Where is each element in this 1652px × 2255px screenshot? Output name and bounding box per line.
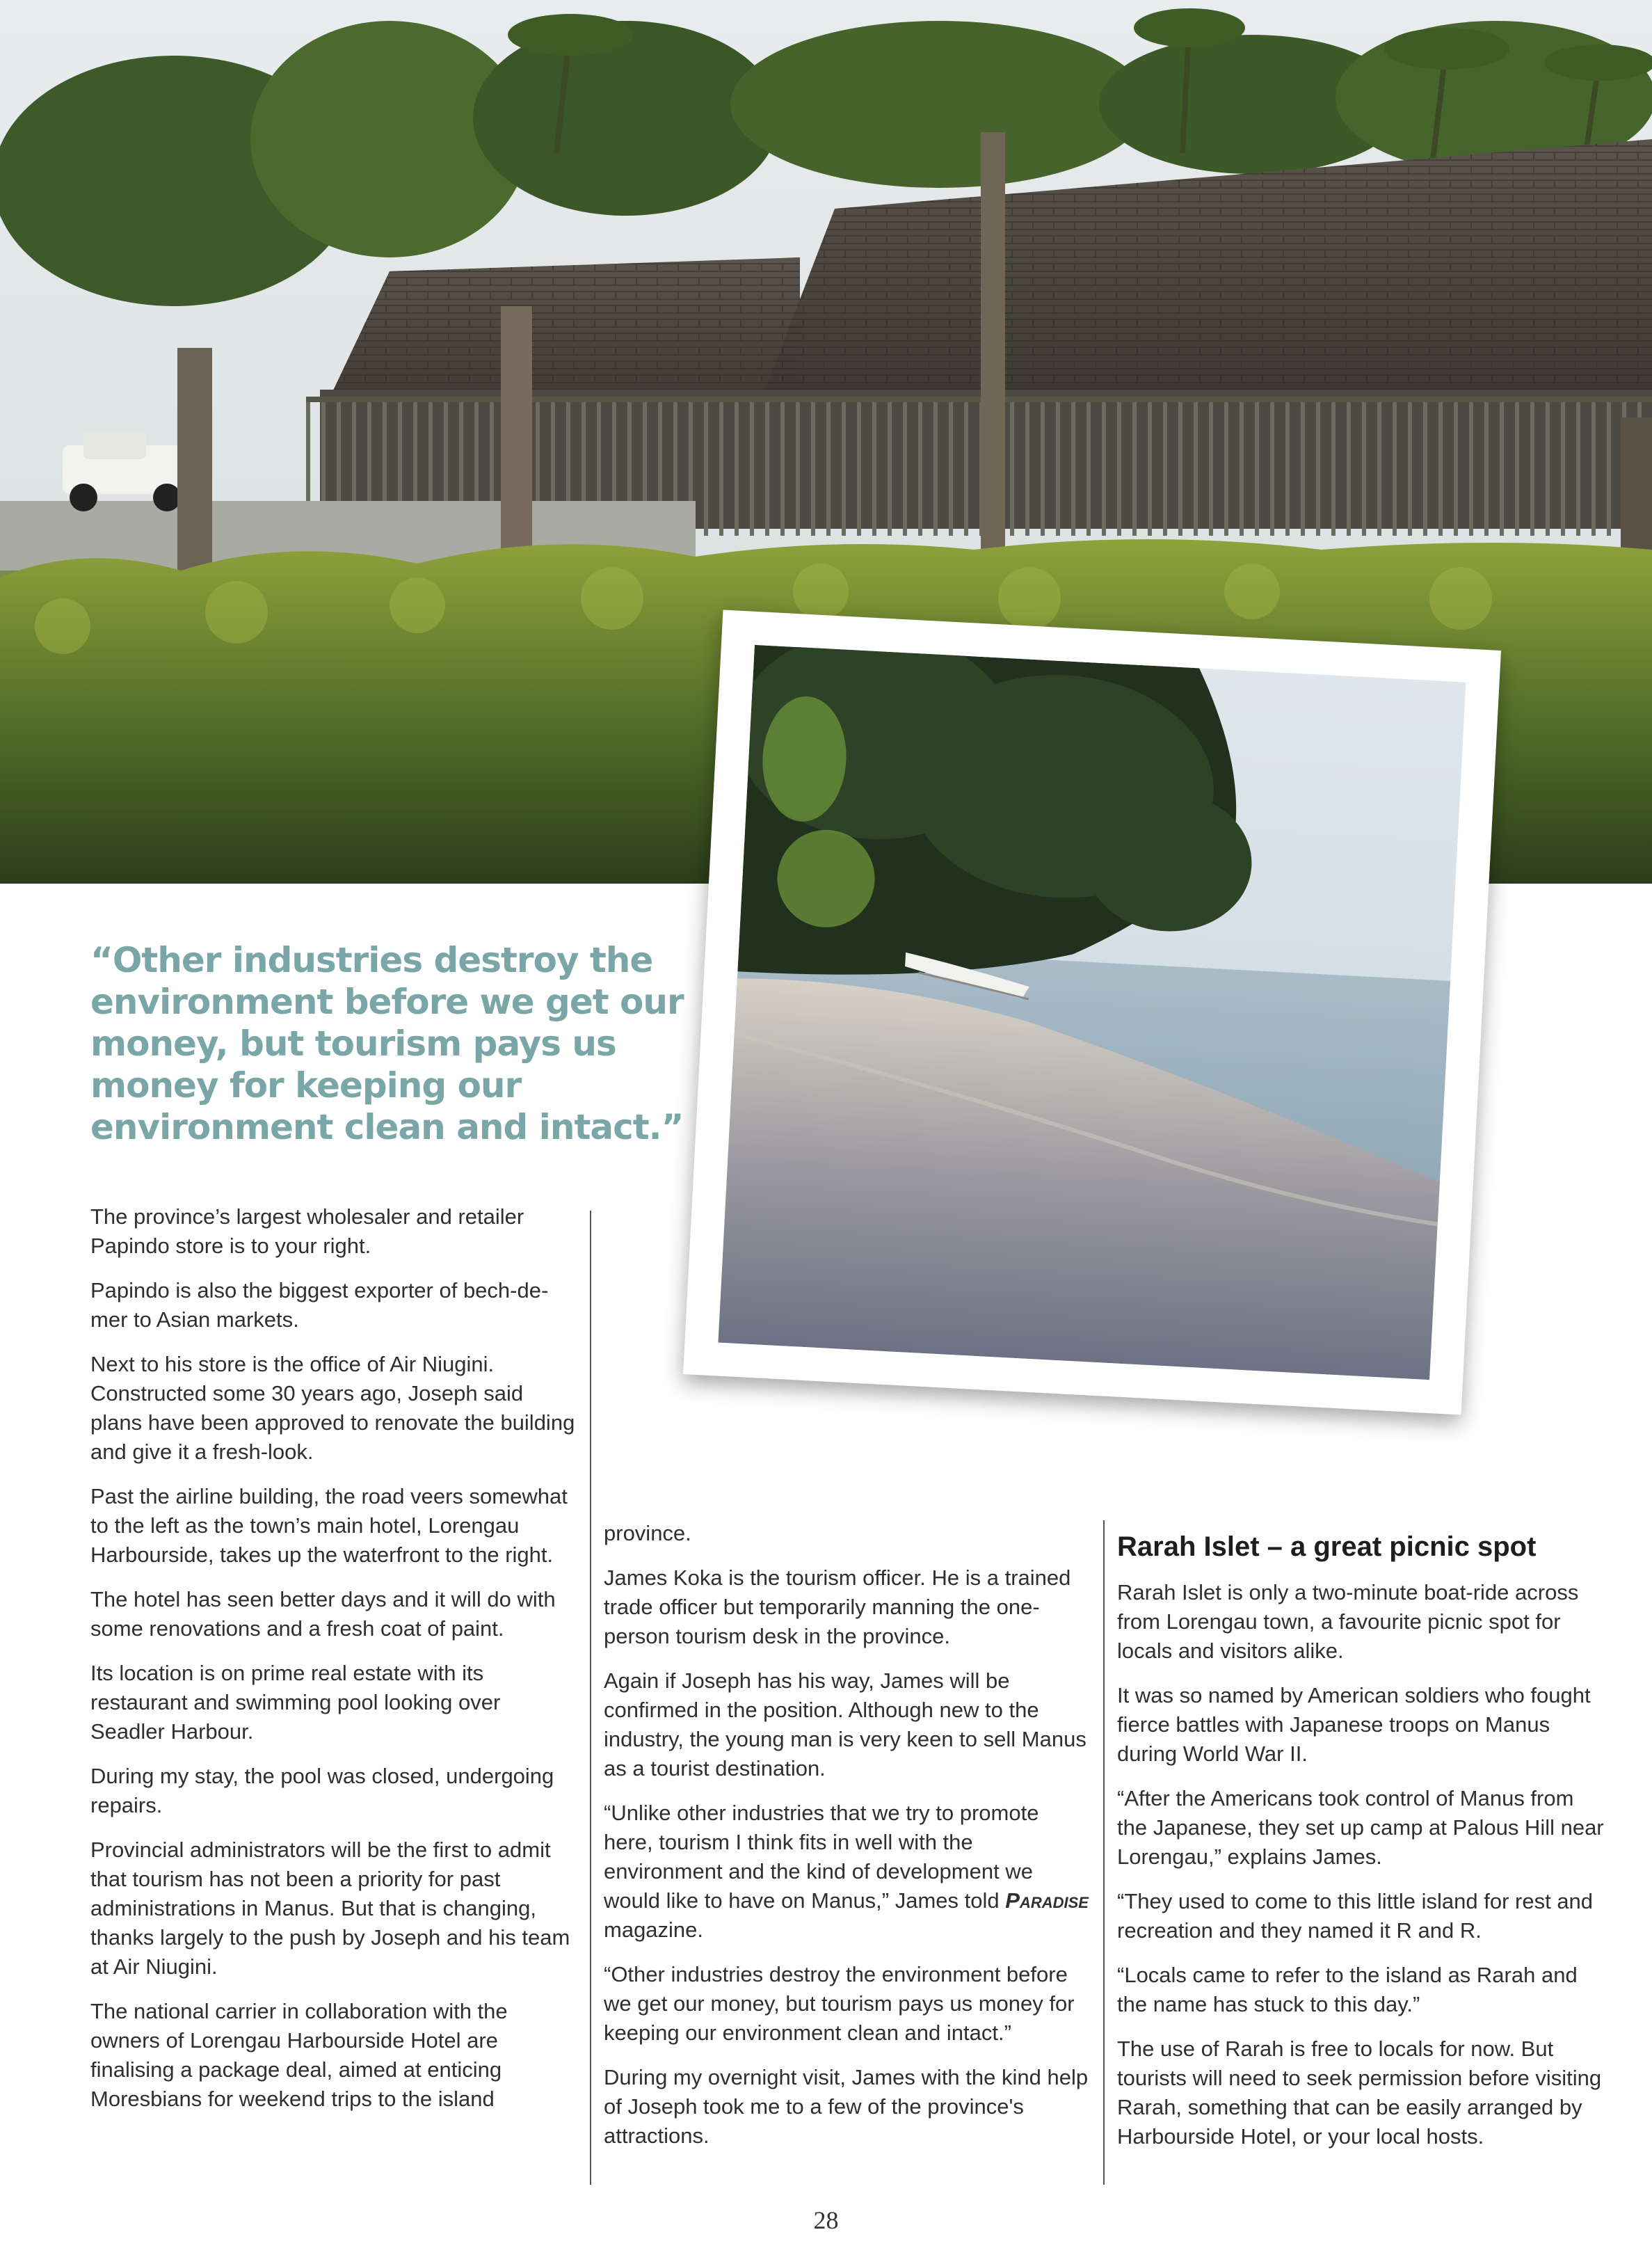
paragraph: Rarah Islet is only a two-minute boat-ride across from Lorengau town, a favourite picnic spot for locals and visitors alike. [1117, 1580, 1579, 1663]
column-divider-2 [1103, 1520, 1105, 2185]
article-column-1 [90, 1202, 577, 2129]
paragraph: The use of Rarah is free to locals for now. But tourists will need to seek permission before visiting Rarah, something that can be easily arranged by Harbourside Hotel, or your local hosts. [1117, 2037, 1602, 2149]
paragraph: “Locals came to refer to the island as Rarah and the name has stuck to this day.” [1117, 1963, 1578, 2016]
paragraph: province. [604, 1521, 691, 1545]
quote-text-end: magazine. [604, 1918, 704, 1942]
paragraph: “Other industries destroy the environment before we get our money, but tourism pays us money for keeping our environment clean and intact.” [604, 1962, 1075, 2045]
column-divider-1 [590, 1211, 591, 2185]
paragraph-quote [604, 1799, 1091, 1945]
paragraph: The national carrier in collaboration with the owners of Lorengau Harbourside Hotel are finalising a package deal, aimed at enticing Moresbians for weekend trips to the island [90, 1999, 508, 2111]
section-heading: Rarah Islet – a great picnic spot [1117, 1531, 1537, 1562]
paragraph: Papindo is also the biggest exporter of bech-de-mer to Asian markets. [90, 1278, 549, 1332]
paragraph: Provincial administrators will be the first to admit that tourism has not been a priority for past administrations in Manus. But that is changing, thanks largely to the push by Joseph and his team at Air Niugini. [90, 1838, 570, 1979]
paragraph: Again if Joseph has his way, James will be confirmed in the position. Although new to the industry, the young man is very keen to sell Manus as a tourist destination. [604, 1668, 1086, 1780]
page-number: 28 [813, 2206, 839, 2234]
quote-text: “Unlike other industries that we try to promote here, tourism I think fits in well with the environment and the kind of development we would like to have on Manus,” James told [604, 1801, 1039, 1913]
paragraph: Its location is on prime real estate with its restaurant and swimming pool looking over Seadler Harbour. [90, 1661, 501, 1744]
magazine-name: Paradise [1005, 1888, 1089, 1913]
paragraph: Next to his store is the office of Air Niugini. Constructed some 30 years ago, Joseph said plans have been approved to renovate the building and give it a fresh-look. [90, 1352, 575, 1464]
article-column-3 [1117, 1529, 1604, 2167]
pull-quote: “Other industries destroy the environment before we get our money, but tourism pays us money for keeping our environment clean and intact.” [90, 940, 684, 1147]
paragraph: “They used to come to this little island for rest and recreation and they named it R and R. [1117, 1889, 1594, 1943]
paragraph: James Koka is the tourism officer. He is a trained trade officer but temporarily manning the one-person tourism desk in the province. [604, 1565, 1071, 1648]
paragraph: The hotel has seen better days and it will do with some renovations and a fresh coat of paint. [90, 1587, 556, 1641]
paragraph: It was so named by American soldiers who fought fierce battles with Japanese troops on Manus during World War II. [1117, 1683, 1591, 1766]
article-column-2 [604, 1519, 1091, 2166]
paragraph: Past the airline building, the road veers somewhat to the left as the town’s main hotel, Lorengau Harbourside, takes up the waterfront to the right. [90, 1484, 568, 1567]
paragraph: During my stay, the pool was closed, undergoing repairs. [90, 1764, 554, 1817]
paragraph: “After the Americans took control of Manus from the Japanese, they set up camp at Palous Hill near Lorengau,” explains James. [1117, 1786, 1604, 1869]
paragraph: The province’s largest wholesaler and retailer Papindo store is to your right. [90, 1204, 524, 1258]
paragraph: During my overnight visit, James with the kind help of Joseph took me to a few of the province's attractions. [604, 2065, 1089, 2148]
inset-photo-beach [683, 609, 1501, 1415]
